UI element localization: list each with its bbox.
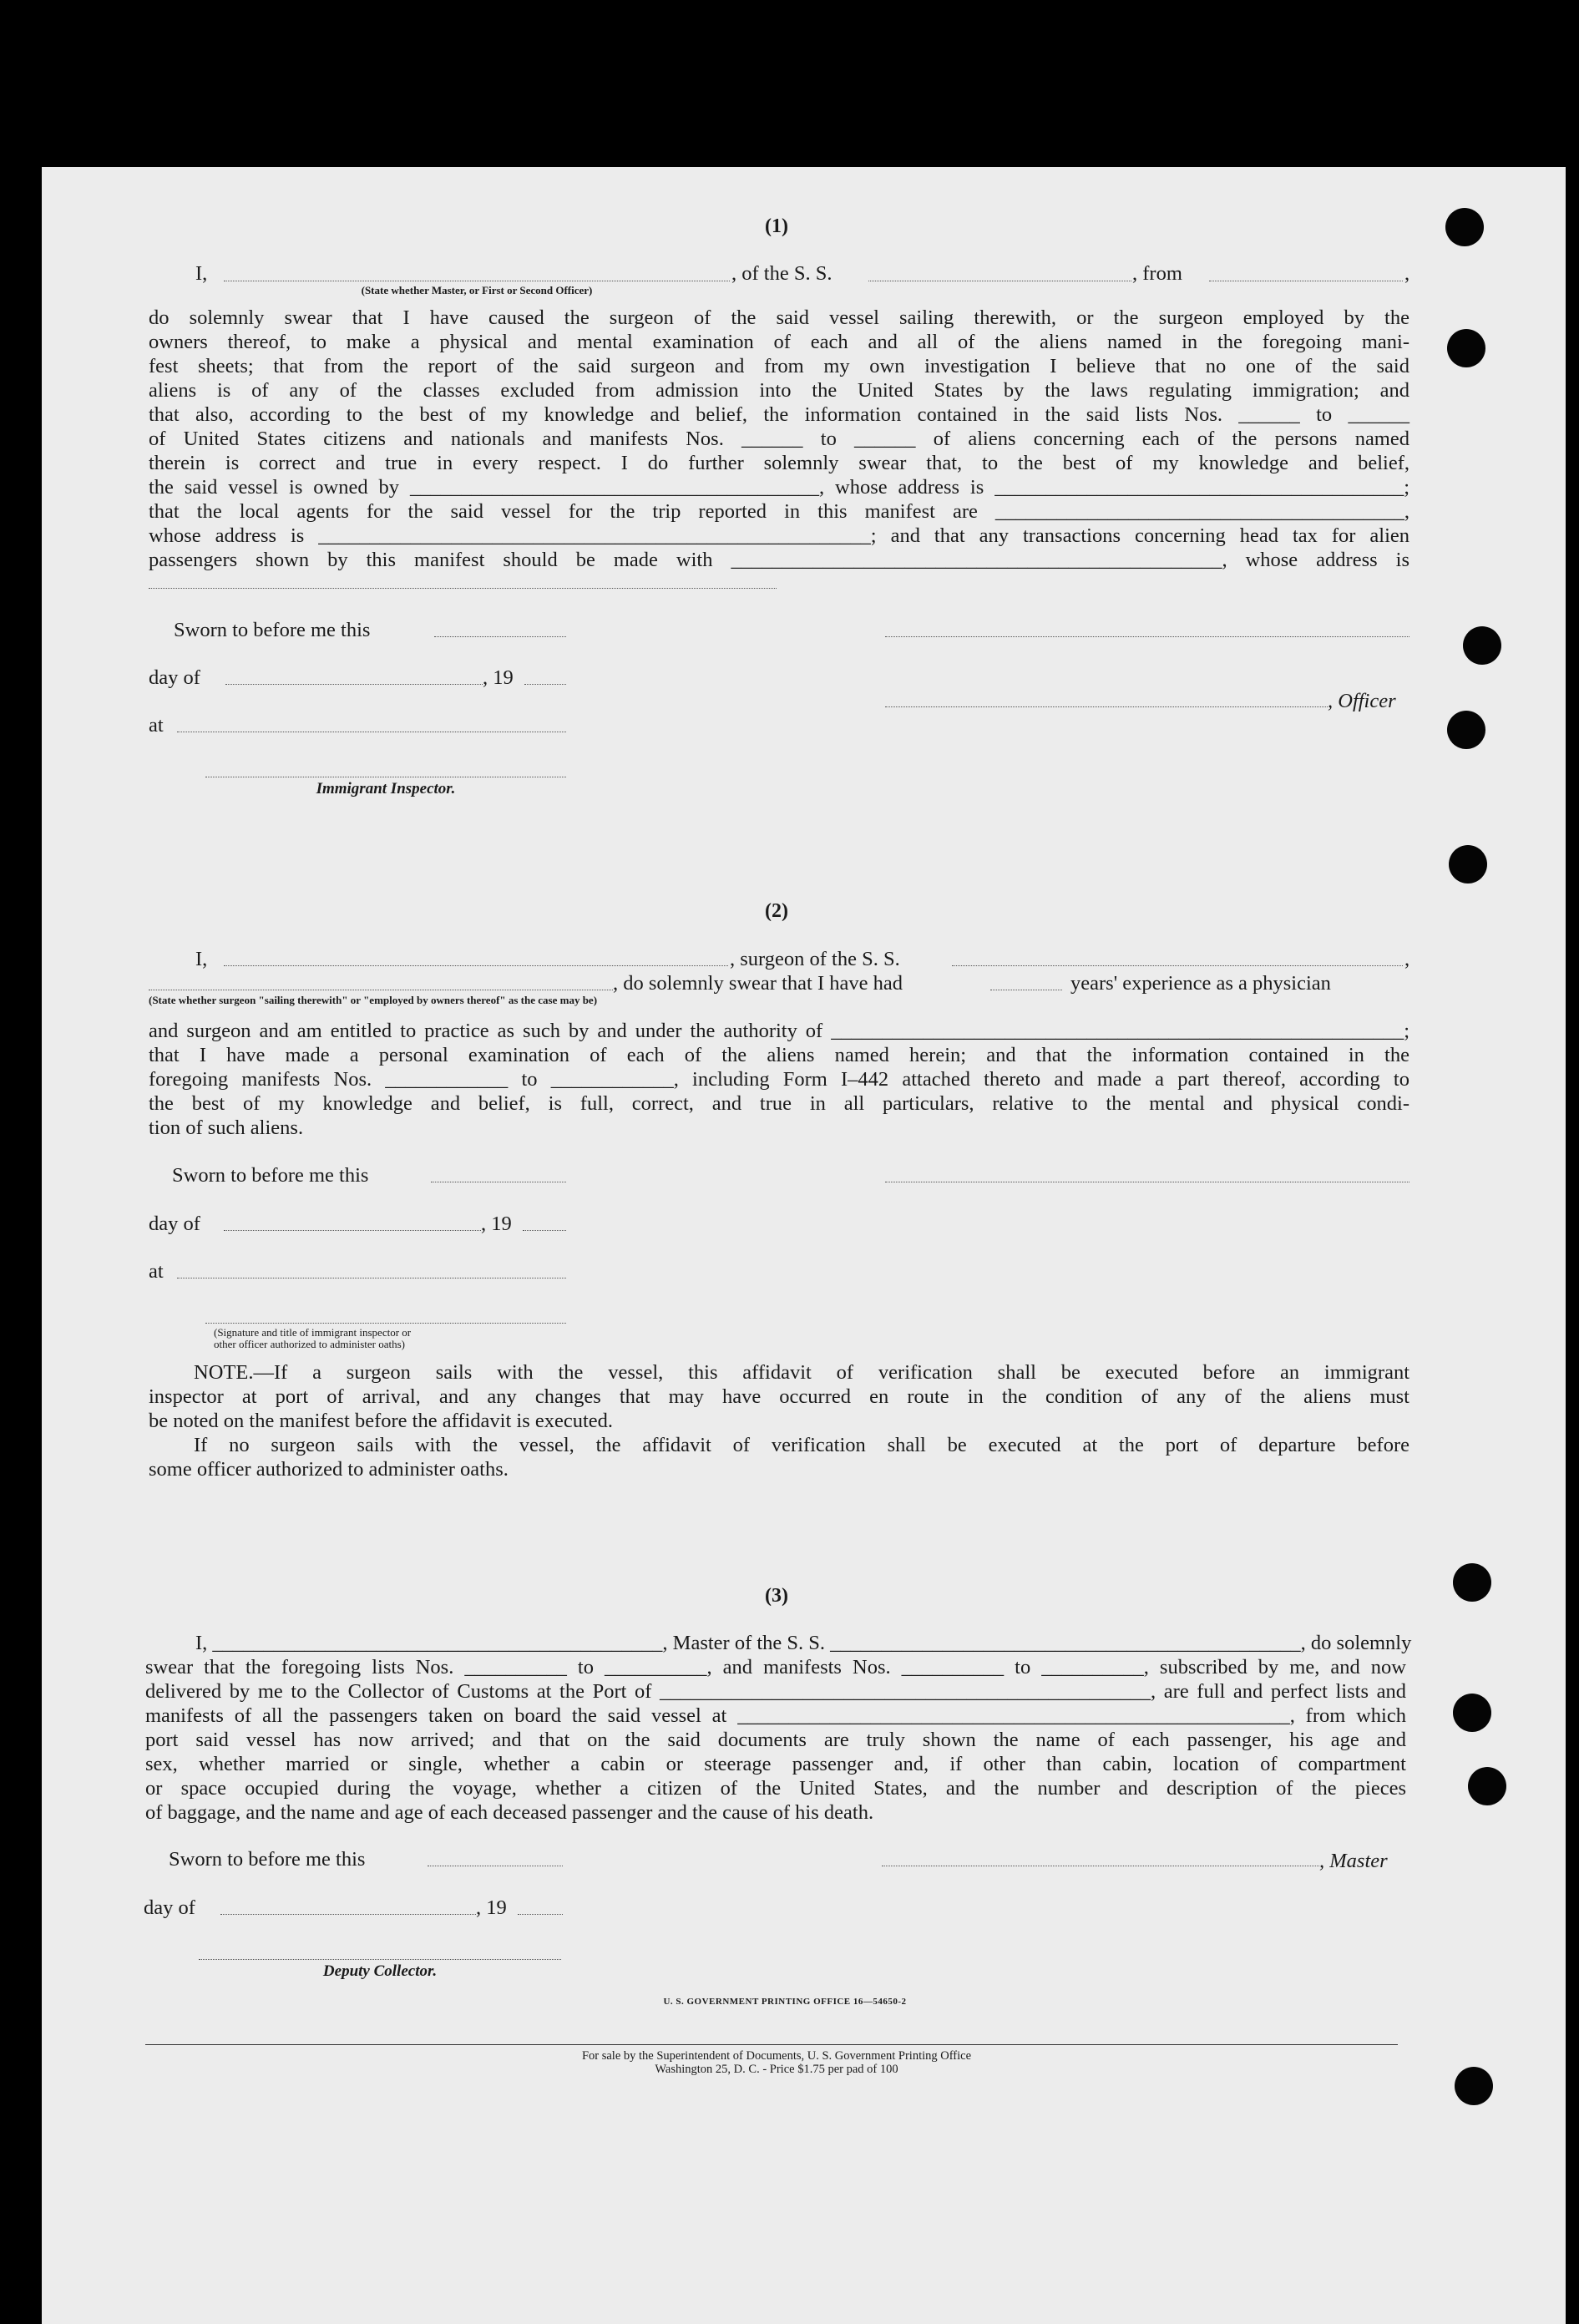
s2-status-note: (State whether surgeon "sailing therewith" or "employed by owners thereof" as the case may be) [149, 994, 598, 1006]
s1-line: therein is correct and true in every respect. I do further solemnly swear that, to the best of my knowledge and belief, [149, 452, 1409, 474]
s3-master-label: , Master [1319, 1850, 1388, 1872]
s1-signature-blank[interactable] [885, 636, 1409, 637]
s1-line: whose address is ______________________________________________________; and that any transactions concerning head tax for alien [149, 524, 1409, 547]
s2-day-blank[interactable] [224, 1230, 481, 1231]
s3-line: swear that the foregoing lists Nos. __________ to __________, and manifests Nos. __________ to __________, subscribed by me, and now [145, 1656, 1406, 1678]
s1-sworn-blank[interactable] [434, 636, 566, 637]
s1-line: aliens is of any of the classes excluded from admission into the United States by the laws regulating immigration; and [149, 379, 1409, 402]
punch-hole-1 [1445, 208, 1484, 246]
s1-line: of United States citizens and nationals and manifests Nos. ______ to ______ of aliens concerning each of the persons named [149, 428, 1409, 450]
note-line: NOTE.—If a surgeon sails with the vessel, this affidavit of verification shall be executed before an immigrant [194, 1361, 1409, 1384]
s1-officer-blank[interactable] [885, 706, 1328, 707]
footer-divider [145, 2044, 1398, 2045]
s1-i-label: I, [195, 262, 208, 285]
note-line: inspector at port of arrival, and any changes that may have occurred en route in the condition of any of the aliens must [149, 1385, 1409, 1408]
s3-sworn-label: Sworn to before me this [169, 1848, 366, 1871]
gpo-imprint: U. S. GOVERNMENT PRINTING OFFICE 16—54650-2 [663, 1997, 907, 2007]
punch-hole-3 [1463, 626, 1501, 665]
punch-hole-8 [1468, 1767, 1506, 1805]
s2-line: that I have made a personal examination of each of the aliens named herein; and that the information contained in the [149, 1044, 1409, 1066]
s2-years-text: years' experience as a physician [1070, 972, 1331, 995]
punch-hole-5 [1449, 845, 1487, 884]
s1-day-blank[interactable] [225, 684, 483, 685]
s2-year-label: , 19 [481, 1213, 512, 1235]
s3-day-blank[interactable] [220, 1914, 476, 1915]
s2-i-label: I, [195, 948, 208, 970]
s1-line: owners thereof, to make a physical and mental examination of each and all of the aliens named in the foregoing mani- [149, 331, 1409, 353]
s1-of-ss: , of the S. S. [731, 262, 833, 285]
s3-line: or space occupied during the voyage, whether a citizen of the United States, and the number and description of the pieces [145, 1777, 1406, 1800]
s3-year-blank[interactable] [518, 1914, 563, 1915]
s2-sig-note-1: (Signature and title of immigrant inspector or [214, 1326, 412, 1339]
sale-line-2: Washington 25, D. C. - Price $1.75 per pad of 100 [655, 2063, 898, 2076]
s2-line: and surgeon and am entitled to practice as such by and under the authority of ________________________________________________________; [149, 1020, 1409, 1042]
s3-line: sex, whether married or single, whether a cabin or steerage passenger and, if other than cabin, location of compartment [145, 1753, 1406, 1775]
s3-line: manifests of all the passengers taken on board the said vessel at ______________________________________________________, from which [145, 1704, 1406, 1727]
s2-vessel-blank[interactable] [952, 965, 1403, 966]
section-1-heading: (1) [765, 215, 788, 237]
punch-hole-7 [1453, 1694, 1491, 1732]
s3-year-label: , 19 [476, 1896, 507, 1919]
s3-line: port said vessel has now arrived; and that on the said documents are truly shown the name of each passenger, his age and [145, 1729, 1406, 1751]
section-2-heading: (2) [765, 900, 788, 922]
sale-line-1: For sale by the Superintendent of Documents, U. S. Government Printing Office [581, 2049, 972, 2063]
s3-line: I, ____________________________________________, Master of the S. S. ______________________________________________, do solemnly [195, 1632, 1412, 1654]
s1-from: , from [1132, 262, 1182, 285]
s2-name-blank[interactable] [224, 965, 728, 966]
s1-day-of-label: day of [149, 666, 200, 689]
s3-line: delivered by me to the Collector of Customs at the Port of ________________________________________________, are full and perfect lists and [145, 1680, 1406, 1703]
s2-sig-note-2: other officer authorized to administer oaths) [214, 1338, 405, 1350]
s1-officer-label: , Officer [1328, 690, 1396, 712]
s1-year-label: , 19 [483, 666, 514, 689]
s2-line: the best of my knowledge and belief, is full, correct, and true in all particulars, relative to the mental and physical condi- [149, 1092, 1409, 1115]
section-3-heading: (3) [765, 1585, 788, 1607]
punch-hole-9 [1455, 2067, 1493, 2105]
s1-inspector-label: Immigrant Inspector. [316, 780, 456, 797]
s3-line: of baggage, and the name and age of each deceased passenger and the cause of his death. [145, 1801, 874, 1824]
s2-swear-text: , do solemnly swear that I have had [613, 972, 903, 995]
s1-line: fest sheets; that from the report of the said surgeon and from my own investigation I believe that no one of the said [149, 355, 1409, 377]
s1-sworn-label: Sworn to before me this [174, 619, 371, 641]
s1-at-label: at [149, 714, 164, 737]
s2-surgeon-of: , surgeon of the S. S. [730, 948, 900, 970]
note-line: be noted on the manifest before the affidavit is executed. [149, 1410, 614, 1432]
punch-hole-4 [1447, 711, 1485, 749]
s1-line: that also, according to the best of my knowledge and belief, the information contained in the said lists Nos. ______ to ______ [149, 403, 1409, 426]
s1-line: passengers shown by this manifest should be made with ________________________________________________, whose address is [149, 549, 1409, 571]
punch-hole-6 [1453, 1563, 1491, 1602]
s3-deputy-signature[interactable] [199, 1959, 561, 1960]
s1-line: the said vessel is owned by ________________________________________, whose address is ________________________________________; [149, 476, 1409, 499]
s1-line: do solemnly swear that I have caused the surgeon of the said vessel sailing therewith, or the surgeon employed by the [149, 306, 1409, 329]
s2-line: foregoing manifests Nos. ____________ to ____________, including Form I–442 attached thereto and made a part thereof, according to [149, 1068, 1409, 1091]
note-line: If no surgeon sails with the vessel, the affidavit of verification shall be executed at the port of departure before [194, 1434, 1409, 1456]
s1-agent-address-blank[interactable] [149, 588, 777, 589]
punch-hole-2 [1447, 329, 1485, 367]
s2-comma: , [1404, 948, 1410, 970]
s2-at-label: at [149, 1260, 164, 1283]
s2-line: tion of such aliens. [149, 1116, 304, 1139]
s1-comma: , [1404, 262, 1410, 285]
s1-year-blank[interactable] [524, 684, 566, 685]
s2-year-blank[interactable] [523, 1230, 566, 1231]
s1-line: that the local agents for the said vessel for the trip reported in this manifest are ________________________________________, [149, 500, 1409, 523]
s2-inspector-signature[interactable] [205, 1323, 566, 1324]
s2-sworn-label: Sworn to before me this [172, 1164, 369, 1187]
s3-deputy-label: Deputy Collector. [322, 1962, 438, 1980]
s2-day-of-label: day of [149, 1213, 200, 1235]
s3-day-of-label: day of [144, 1896, 195, 1919]
s1-rank-note: (State whether Master, or First or Second Officer) [361, 284, 593, 296]
note-line: some officer authorized to administer oaths. [149, 1458, 509, 1481]
